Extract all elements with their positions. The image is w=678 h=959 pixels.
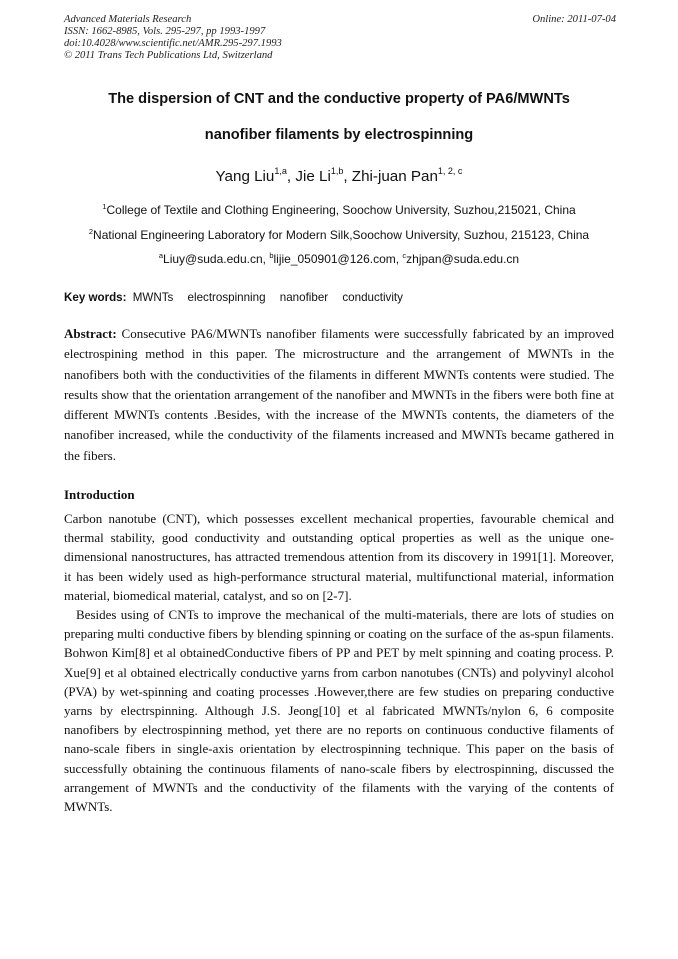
introduction-paragraph-1: Carbon nanotube (CNT), which possesses excellent mechanical properties, favourable chemical and thermal stability, good conductivity and outstanding optical properties as well as the unique one-dimensional nanostructures, has attracted tremendous attention from its discovery in 1991[1]. Moreover, it has been widely used as high-performance structural material, multifunctional material, information material, biomedical material, catalyst, and so on [2-7].: [64, 511, 614, 603]
issn-line: ISSN: 1662-8985, Vols. 295-297, pp 1993-1997: [64, 26, 266, 37]
affiliation-sup: 2: [88, 227, 94, 236]
affiliation-2: [64, 228, 614, 242]
abstract-text: Consecutive PA6/MWNTs nanofiber filaments were successfully fabricated by an improved electrospining method in this paper. The microstructure and the arrangement of MWNTs in the nanofibers both with the conductivities of the filaments in different MWNTs contents were studied. The results show that the orientation arrangement of the nanofiber and MWNTs in the fibers were both fine at different MWNTs contents .Besides, with the increase of the MWNTs contents, the diameters of the nanofiber increased, while the conductivity of the filaments increased and MWNTs became gathered in the fibers.: [64, 326, 614, 463]
author-name: Yang Liu: [215, 168, 275, 185]
email-link[interactable]: lijie_050901@126.com: [273, 252, 396, 266]
affiliation-text: College of Textile and Clothing Engineering, Soochow University, Suzhou,215021, China: [106, 203, 576, 217]
copyright-line: © 2011 Trans Tech Publications Ltd, Switzerland: [64, 50, 273, 61]
introduction-heading: Introduction: [64, 487, 135, 502]
author-name: Zhi-juan Pan: [351, 168, 438, 185]
author-emails: $^a$Liuy@suda.edu.cn, $^b$lijie_050901@126.com, $^c$zhjpan@suda.edu.cn: [158, 251, 520, 266]
paper-title-line-1: The dispersion of CNT and the conductive property of PA6/MWNTs: [108, 91, 570, 107]
abstract-label: Abstract:: [64, 326, 117, 341]
email-link[interactable]: Liuy@suda.edu.cn: [163, 252, 263, 266]
journal-name: Advanced Materials Research: [64, 14, 192, 25]
author-list: Yang Liu$^{1,a}$, Jie Li$^{1,b}$, Zhi-juan Pan$^{1, 2, c}$: [215, 166, 463, 185]
affiliation-sup: 1: [102, 202, 107, 211]
journal-header: [64, 14, 616, 62]
keyword: electrospinning: [187, 291, 266, 304]
email-sup: b: [269, 251, 274, 260]
email-sup: a: [158, 251, 164, 260]
abstract: [64, 324, 614, 466]
email-link[interactable]: zhjpan@suda.edu.cn: [406, 252, 520, 266]
keywords-label: Key words:: [64, 291, 127, 304]
introduction-paragraph-2: Besides using of CNTs to improve the mechanical of the multi-materials, there are lots of studies on preparing multi conductive fibers by blending spinning or coating on the surface of the as-spun filaments. Bohwon Kim[8] et al obtainedConductive fibers of PP and PET by melt spinning and coating process. P. Xue[9] et al obtained electrically conductive yarns from carbon nanotubes (CNTs) and polyvinyl alcohol (PVA) by wet-spinning and coating processes .However,there are few studies on preparing conductive yarns by electrspinning. Although J.S. Jeong[10] et al fabricated MWNTs/nylon 6, 6 composite nanofibers by electrospinning method, yet there are no reports on continuous conductive filaments of nano-scale fibers in single-axis orientation by electrospinning technique. This paper on the basis of successfully obtaining the continuous filaments of nano-scale fibers by electrospinning, discussed the arrangement of MWNTs and the conductivity of the filaments with the varying of the contents of MWNTs.: [64, 607, 614, 815]
author-sup: 1,b: [330, 166, 344, 176]
keyword: MWNTs: [132, 291, 174, 304]
author-name: Jie Li: [295, 168, 331, 185]
paper-title-line-2: nanofiber filaments by electrospinning: [204, 127, 474, 143]
affiliation-1: [64, 203, 614, 217]
author-sup: 1, 2, c: [437, 166, 463, 176]
keyword: conductivity: [342, 291, 403, 304]
keyword: nanofiber: [279, 291, 329, 304]
online-date: Online: 2011-07-04: [532, 14, 616, 25]
keywords-line: [64, 291, 616, 304]
author-sup: 1,a: [274, 166, 287, 176]
email-sup: c: [402, 251, 407, 260]
affiliation-text: National Engineering Laboratory for Modern Silk,Soochow University, Suzhou, 215123, China: [93, 228, 590, 242]
doi-link[interactable]: doi:10.4028/www.scientific.net/AMR.295-297.1993: [64, 38, 282, 49]
